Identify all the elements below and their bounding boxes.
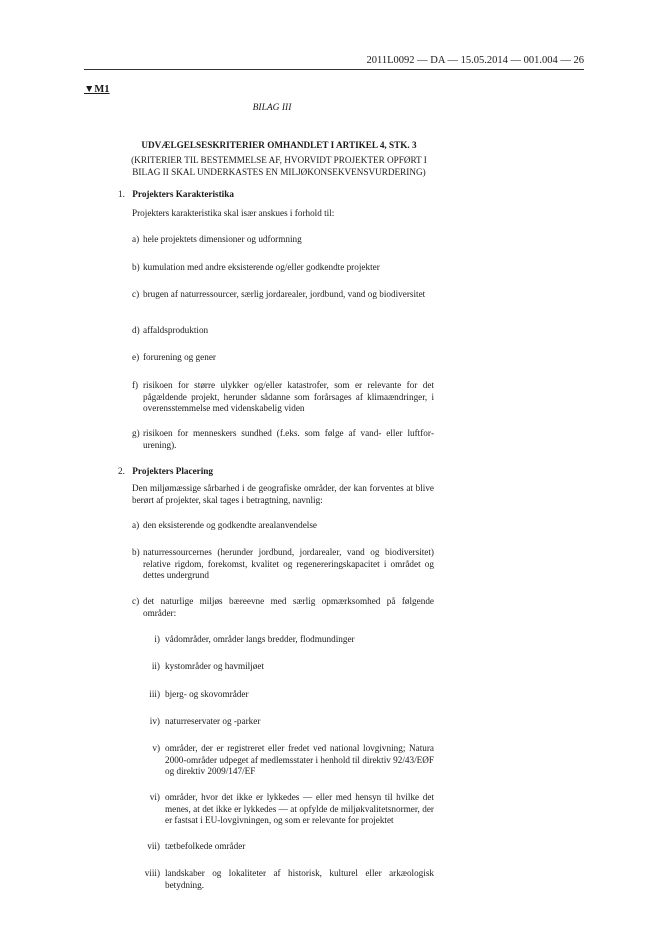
- list-item: [132, 596, 434, 619]
- list-item-text: risikoen for større ulykker og/eller katastrofer, som er relevante for det pågældende projekt, herunder sådanne som forårsages af klimaændringer, i overensstemmelse med videnskabelig viden: [143, 380, 434, 413]
- list-item-text: brugen af naturressourcer, særlig jordarealer, jordbund, vand og biodiversitet: [143, 289, 426, 299]
- sub-list-item-label: iii): [149, 689, 160, 699]
- annex-label: BILAG III: [252, 103, 292, 113]
- list-item-label: c): [132, 289, 140, 299]
- list-item: [132, 262, 434, 274]
- list-item-label: e): [132, 352, 140, 362]
- sub-list-item: [140, 689, 434, 701]
- list-item-text: den eksisterende og godkendte arealanvendelse: [143, 520, 317, 530]
- list-item-text: det naturlige miljøs bæreevne med særlig opmærksomhed på følgende områder:: [143, 596, 434, 618]
- list-item-label: b): [132, 262, 140, 272]
- sub-list-item-text: områder, der er registreret eller fredet ved national lovgivning; Natura 2000-områder udpeget af medlemsstater i henhold til direktiv 92/43/EØF og direktiv 2009/147/EF: [165, 743, 434, 776]
- list-item: [132, 234, 434, 246]
- sub-list-item-text: vådområder, områder langs bredder, flodmundinger: [165, 634, 355, 644]
- list-item: [132, 380, 434, 415]
- section-heading: [118, 466, 440, 478]
- amendment-marker-label: ▼M1: [84, 84, 110, 95]
- list-item: [132, 352, 434, 364]
- list-item-text: naturressourcernes (herunder jordbund, jordarealer, vand og biodiversitet) relative rigdom, forekomst, kvalitet og regenereringskapacitet i området og dettes undergrund: [143, 547, 434, 580]
- section-intro: Projekters karakteristika skal især anskues i forhold til:: [132, 208, 335, 218]
- sub-list-item-label: i): [154, 634, 160, 644]
- sub-list-item-label: vii): [147, 841, 160, 851]
- list-item-text: hele projektets dimensioner og udformning: [143, 234, 302, 244]
- sub-list-item: [140, 743, 434, 778]
- sub-list-item: [140, 841, 434, 853]
- list-item: [132, 547, 434, 582]
- amendment-marker: [84, 84, 110, 95]
- sub-list-item-label: viii): [144, 868, 160, 878]
- list-item-label: a): [132, 234, 140, 244]
- list-item-label: a): [132, 520, 140, 530]
- list-item: [132, 289, 434, 301]
- list-item-text: kumulation med andre eksisterende og/eller godkendte projekter: [143, 262, 380, 272]
- list-item-label: b): [132, 547, 140, 557]
- sub-list-item: [140, 792, 434, 827]
- sub-list-item-text: landskaber og lokaliteter af historisk, kulturel eller arkæologisk betydning.: [165, 868, 434, 890]
- list-item-text: affaldsproduktion: [143, 325, 209, 335]
- sub-list-item-text: tætbefolkede områder: [165, 841, 246, 851]
- list-item-label: c): [132, 596, 140, 606]
- sub-list-item: [140, 868, 434, 891]
- list-item: [132, 325, 434, 337]
- list-item-text: risikoen for menneskers sundhed (f.eks. som følge af vand- eller luftforurening).: [143, 428, 434, 450]
- list-item: [132, 520, 434, 532]
- sub-list-item-text: naturreservater og -parker: [165, 716, 261, 726]
- sub-list-item-label: v): [152, 743, 160, 753]
- sub-list-item: [140, 716, 434, 728]
- list-item-text: forurening og gener: [143, 352, 216, 362]
- sub-list-item: [140, 661, 434, 673]
- list-item: [132, 428, 434, 451]
- sub-list-item-label: ii): [151, 661, 160, 671]
- section-heading: [118, 189, 440, 201]
- list-item-label: f): [132, 380, 139, 390]
- sub-list-item-label: vi): [149, 792, 160, 802]
- document-reference: 2011L0092 — DA — 15.05.2014 — 001.004 — 26: [366, 55, 584, 66]
- section-title: Projekters Placering: [132, 466, 213, 476]
- list-item-label: g): [132, 428, 140, 438]
- list-item-label: d): [132, 325, 140, 335]
- section-intro: Den miljømæssige sårbarhed i de geografiske områder, der kan forventes at blive berørt af projekter, skal tages i betragtning, navnlig:: [132, 483, 434, 505]
- sub-list-item-label: iv): [149, 716, 160, 726]
- sub-list-item-text: områder, hvor det ikke er lykkedes — eller med hensyn til hvilke det menes, at det ikke er lykkedes — at opfylde de miljøkvalitetsnormer, der er fastsat i EU-lovgivningen, og som er relevante for projektet: [165, 792, 434, 825]
- sub-list-item-text: bjerg- og skovområder: [165, 689, 249, 699]
- section-title: Projekters Karakteristika: [132, 189, 234, 199]
- section-number: 1.: [118, 189, 125, 199]
- sub-list-item-text: kystområder og havmiljøet: [165, 661, 264, 671]
- annex-subtitle: (KRITERIER TIL BESTEMMELSE AF, HVORVIDT PROJEKTER OPFØRT I BILAG II SKAL UNDERKASTES EN MILJØKONSEKVENSVURDERING): [131, 155, 427, 177]
- header-divider: [84, 69, 584, 70]
- annex-title: UDVÆLGELSESKRITERIER OMHANDLET I ARTIKEL 4, STK. 3: [141, 140, 417, 150]
- sub-list-item: [140, 634, 434, 646]
- section-number: 2.: [118, 466, 125, 476]
